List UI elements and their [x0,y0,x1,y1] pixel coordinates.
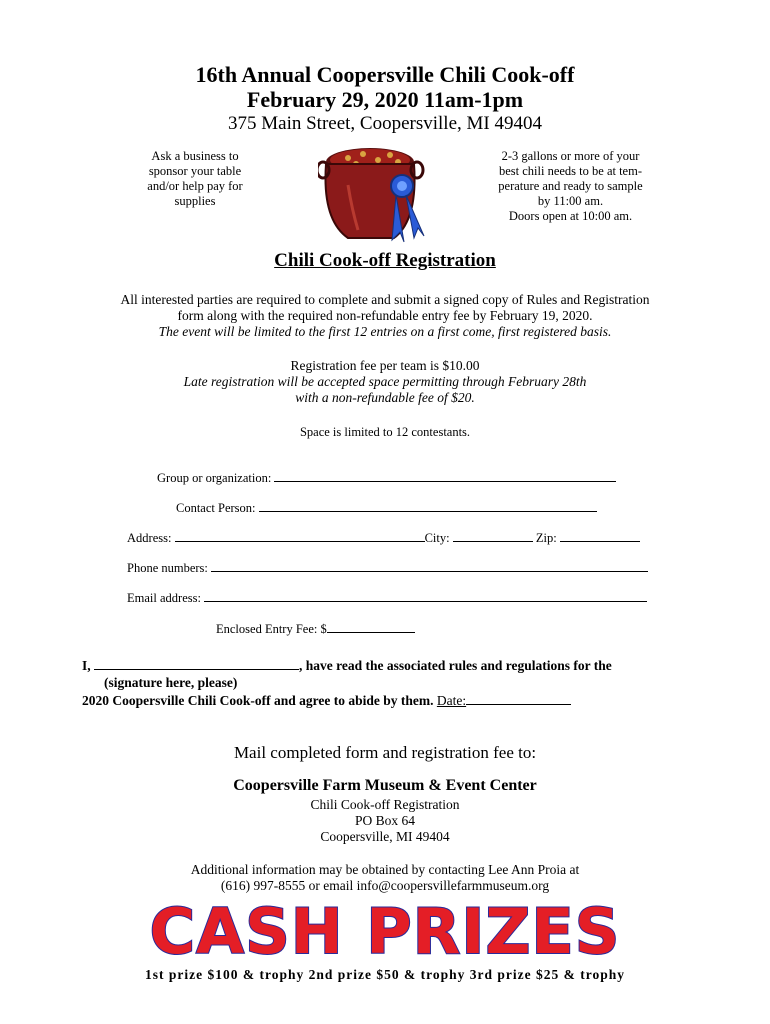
sponsor-note-line: supplies [174,194,216,208]
date-input-line[interactable] [466,692,571,705]
museum-name: Coopersville Farm Museum & Event Center [233,777,537,794]
sponsor-note-line: Ask a business to [151,149,239,163]
signature-input-line[interactable] [94,657,299,670]
requirements-line: 2-3 gallons or more of your [501,149,640,163]
sponsor-note-line: and/or help pay for [147,179,243,193]
event-date: February 29, 2020 11am-1pm [246,87,524,112]
contact-info [0,862,770,894]
city-label: City: [424,531,450,545]
city-input-line[interactable] [453,529,533,542]
requirements-line: by 11:00 am. [537,194,604,208]
prize-list: 1st prize $100 & trophy 2nd prize $50 & trophy 3rd prize $25 & trophy [145,967,625,982]
event-title: 16th Annual Coopersville Chili Cook-off [195,62,575,87]
entry-fee-label: Enclosed Entry Fee: $ [216,622,327,636]
email-input-line[interactable] [204,589,647,602]
mail-heading: Mail completed form and registration fee to: [233,743,537,762]
contact-input-line[interactable] [259,499,597,512]
contact-info-line: Additional information may be obtained by contacting Lee Ann Proia at [190,862,580,877]
late-registration-note: Late registration will be accepted space permitting through February 28th [183,374,587,389]
registration-title: Chili Cook-off Registration [274,250,496,271]
registration-fee: Registration fee per team is $10.00 [290,358,480,373]
registration-instructions [0,292,770,340]
fee-section [0,358,770,406]
address-input-line[interactable] [175,529,425,542]
agreement-text: 2020 Coopersville Chili Cook-off and agree to abide by them. [82,693,434,708]
mailing-address-line: Chili Cook-off Registration [310,797,460,812]
space-limit: Space is limited to 12 contestants. [299,425,471,439]
agreement-line [82,692,571,709]
address-field[interactable] [127,529,640,546]
group-input-line[interactable] [274,469,616,482]
requirements-line: Doors open at 10:00 am. [508,209,633,223]
mailing-address-line: PO Box 64 [354,813,415,828]
sponsor-note-line: sponsor your table [148,164,242,178]
requirements-line: perature and ready to sample [498,179,643,193]
chili-pot-with-ribbon-icon [318,140,430,246]
entry-fee-input-line[interactable] [327,620,415,633]
contact-label: Contact Person: [176,501,256,515]
requirements-line: best chili needs to be at tem- [498,164,642,178]
mailing-address-line: Coopersville, MI 49404 [320,829,450,844]
date-label: Date: [436,693,467,708]
zip-input-line[interactable] [560,529,640,542]
phone-input-line[interactable] [211,559,648,572]
sponsor-note [120,149,270,209]
entry-fee-field[interactable] [216,620,415,637]
email-label: Email address: [127,591,201,605]
event-address: 375 Main Street, Coopersville, MI 49404 [228,113,542,134]
signature-statement [82,657,612,674]
signature-suffix: , have read the associated rules and regulations for the [299,658,612,673]
entry-limit-note: The event will be limited to the first 12 entries on a first come, first registered basis. [158,324,612,339]
contact-email-line: (616) 997-8555 or email info@coopersvillefarmmuseum.org [220,878,550,893]
cash-prizes-banner: CASH PRIZES [149,895,621,968]
mailing-address [0,797,770,845]
late-registration-fee: with a non-refundable fee of $20. [295,390,475,405]
phone-field[interactable] [127,559,648,576]
instructions-line: form along with the required non-refundable entry fee by February 19, 2020. [177,308,593,323]
address-label: Address: [127,531,172,545]
group-field[interactable] [157,469,616,486]
chili-requirements-note [478,149,663,224]
phone-label: Phone numbers: [127,561,208,575]
email-field[interactable] [127,589,647,606]
instructions-line: All interested parties are required to complete and submit a signed copy of Rules and Registration [120,292,650,307]
signature-note: (signature here, please) [104,675,238,690]
zip-label: Zip: [535,531,557,545]
signature-prefix: I, [82,658,91,673]
contact-field[interactable] [176,499,597,516]
group-label: Group or organization: [157,471,272,485]
